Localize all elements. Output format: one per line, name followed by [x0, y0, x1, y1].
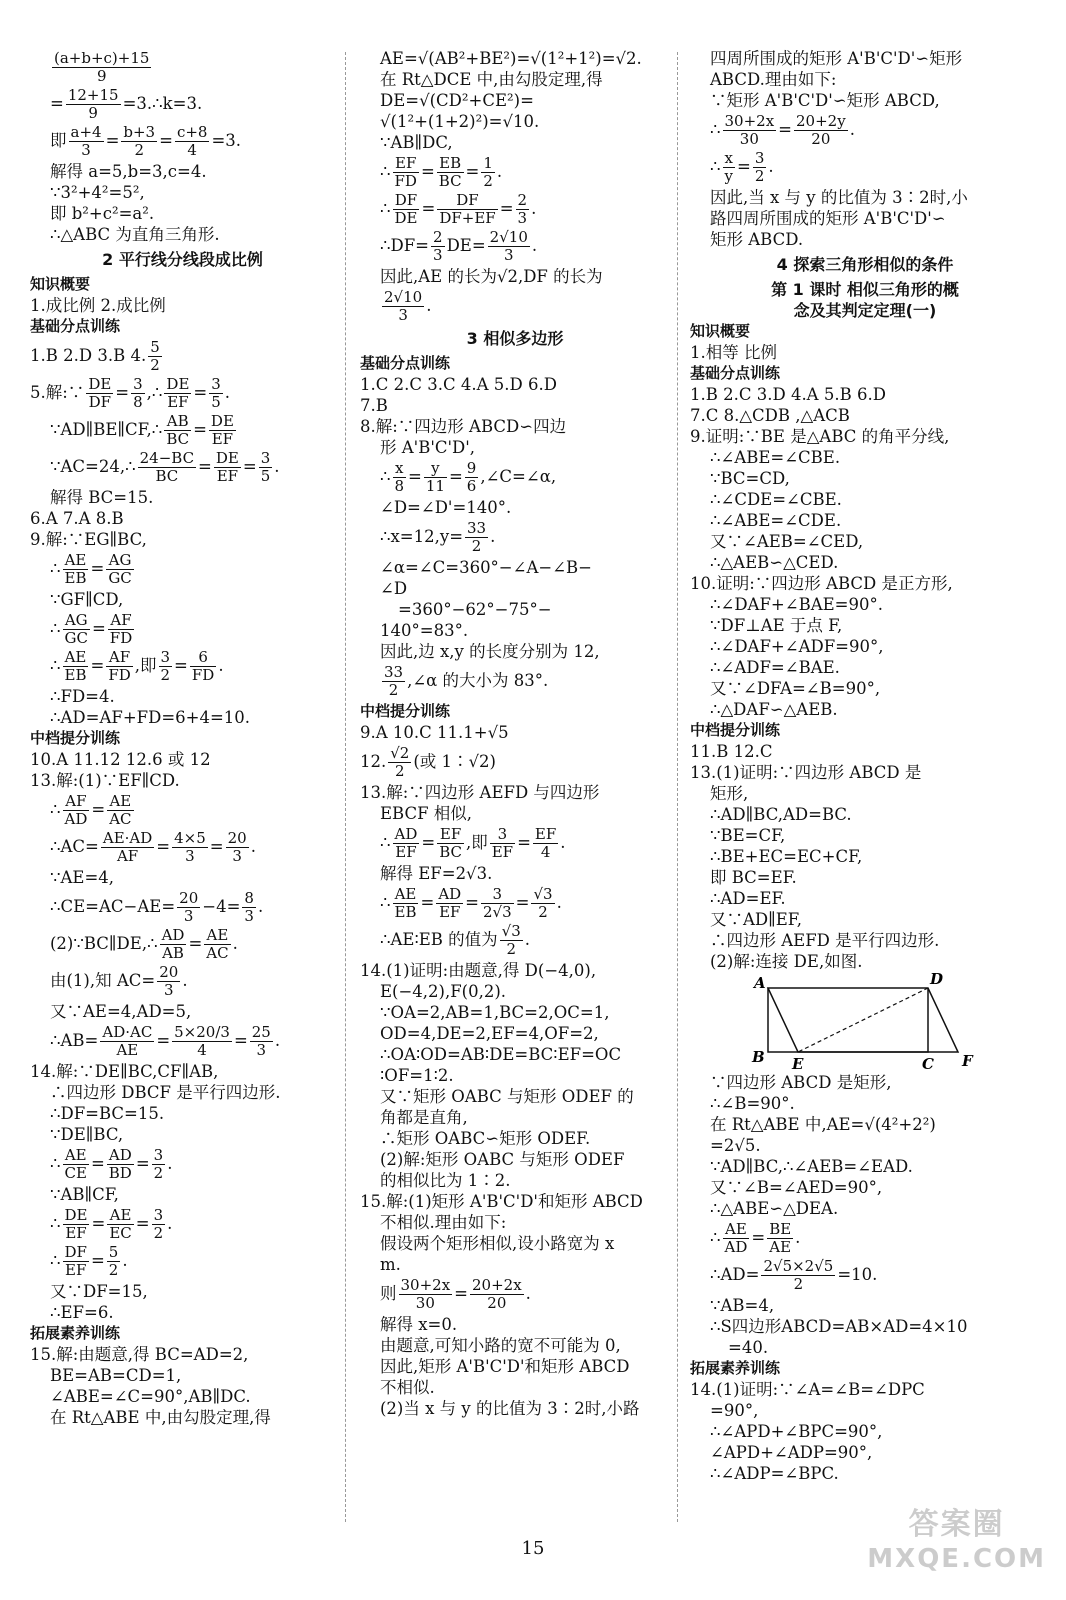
text-line: ∠D=∠D'=140°.: [380, 498, 512, 517]
text-line: 即 $\frac{a+4}{3}$ = $\frac{b+3}{2}$ = $\frac{c+8}{4}$ =3.: [50, 123, 242, 159]
text-line: ∴EF=6.: [50, 1303, 114, 1322]
text-line: 140°=83°.: [380, 621, 469, 640]
text-line: ∴∠ABE=∠CDE.: [710, 511, 842, 530]
text-line: 由题意,可知小路的宽不可能为 0,: [380, 1336, 621, 1355]
text-line: ∴ $\frac{DE}{EF}$ = $\frac{AE}{EC}$ = $\frac{3}{2}$ .: [50, 1206, 173, 1242]
point-label-c: C: [922, 1055, 934, 1072]
label-zhongdang: 中档提分训练: [30, 729, 121, 747]
text-line: ∴x=12,y= $\frac{33}{2}$ .: [380, 519, 496, 555]
text-line: 又∵AE=4,AD=5,: [50, 1002, 192, 1021]
text-line: ∴DF=BC=15.: [50, 1104, 165, 1123]
point-label-e: E: [792, 1055, 804, 1072]
text-line: 11.B 12.C: [690, 742, 773, 761]
text-line: (2)∵BC∥DE,∴ $\frac{AD}{AB}$ = $\frac{AE}{AC}$ .: [50, 926, 238, 962]
text-line: ∴AE∶EB 的值为 $\frac{√3}{2}$ .: [380, 922, 531, 958]
text-line: AE=√(AB²+BE²)=√(1²+1²)=√2.: [380, 49, 642, 68]
text-line: ∴ $\frac{AD}{EF}$ = $\frac{EF}{BC}$ ,即 $\frac{3}{EF}$ = $\frac{EF}{4}$ .: [380, 825, 566, 861]
text-line: ∴△DAF∽△AEB.: [710, 700, 838, 719]
text-line: DE=√(CD²+CE²)=: [380, 91, 534, 110]
text-line: 解得 x=0.: [380, 1315, 458, 1334]
text-line: 1.C 2.C 3.C 4.A 5.D 6.D: [360, 375, 557, 394]
text-line: ∴ $\frac{30+2x}{30}$ = $\frac{20+2y}{20}$ .: [710, 112, 855, 148]
text-line: =360°−62°−75°−: [398, 600, 552, 619]
text-line: 因此,当 x 与 y 的比值为 3∶2时,小: [710, 188, 968, 207]
column-3: [690, 48, 1040, 1484]
point-label-d: D: [930, 972, 944, 988]
point-label-b: B: [752, 1048, 765, 1066]
text-line: ∴∠ABE=∠CBE.: [710, 448, 841, 467]
text-line: 12. $\frac{√2}{2}$ (或 1∶√2): [360, 744, 496, 780]
text-line: 7.C 8.△CDB ,△ACB: [690, 406, 850, 425]
text-line: ∴ $\frac{DF}{DE}$ = $\frac{DF}{DF+EF}$ = $\frac{2}{3}$ .: [380, 191, 537, 227]
text-line: ∴CE=AC−AE= $\frac{20}{3}$ −4= $\frac{8}{3}$ .: [50, 889, 264, 925]
text-line: 矩形,: [710, 784, 749, 803]
text-line: 14.(1)证明:∵∠A=∠B=∠DPC: [690, 1380, 925, 1399]
text-line: ∴OA∶OD=AB∶DE=BC∶EF=OC: [380, 1045, 622, 1064]
text-line: 的相似比为 1∶2.: [380, 1171, 511, 1190]
text-line: 因此,AE 的长为√2,DF 的长为: [380, 267, 603, 286]
text-line: ABCD.理由如下:: [710, 70, 837, 89]
text-line: ∴AD=AF+FD=6+4=10.: [50, 708, 251, 727]
text-line: ∴矩形 OABC∽矩形 ODEF.: [380, 1129, 591, 1148]
text-line: ∴ $\frac{AE}{EB}$ = $\frac{AF}{FD}$ ,即 $\frac{3}{2}$ = $\frac{6}{FD}$ .: [50, 648, 224, 684]
text-line: 9.A 10.C 11.1+√5: [360, 723, 509, 742]
text-line: 矩形 ABCD.: [710, 230, 804, 249]
text-line: 不相似.: [380, 1378, 435, 1397]
text-line: 又∵DF=15,: [50, 1282, 148, 1301]
watermark-logo: [867, 1508, 1046, 1576]
text-line: ∴四边形 DBCF 是平行四边形.: [50, 1083, 281, 1102]
point-label-f: F: [962, 1052, 973, 1070]
column-1: [30, 48, 335, 1428]
text-line: ∴FD=4.: [50, 687, 115, 706]
text-line: (2)当 x 与 y 的比值为 3∶2时,小路: [380, 1399, 640, 1418]
page-number: 15: [521, 1538, 545, 1559]
point-label-a: A: [754, 974, 766, 992]
label-zhongdang: 中档提分训练: [360, 702, 451, 720]
text-line: 即 BC=EF.: [710, 868, 797, 887]
text-line: 因此,矩形 A'B'C'D'和矩形 ABCD: [380, 1357, 630, 1376]
text-line: ∴ $\frac{AF}{AD}$ = $\frac{AE}{AC}$: [50, 792, 132, 828]
text-line: 即 b²+c²=a².: [50, 204, 155, 223]
text-line: =90°,: [710, 1401, 759, 1420]
section-title: 4 探索三角形相似的条件: [776, 255, 954, 274]
text-line: ∴ $\frac{AE}{EB}$ = $\frac{AG}{GC}$: [50, 551, 132, 587]
text-line: ∴ $\frac{AE}{CE}$ = $\frac{AD}{BD}$ = $\frac{3}{2}$ .: [50, 1146, 173, 1182]
text-line: ∵矩形 A'B'C'D'∽矩形 ABCD,: [710, 91, 940, 110]
text-line: 8.解:∵四边形 ABCD∽四边: [360, 417, 567, 436]
text-line: 又∵矩形 OABC 与矩形 ODEF 的: [380, 1087, 634, 1106]
text-line: ∴ $\frac{AE}{AD}$ = $\frac{BE}{AE}$ .: [710, 1220, 801, 1256]
text-line: ∵OA=2,AB=1,BC=2,OC=1,: [380, 1003, 610, 1022]
text-line: =2√5.: [710, 1136, 761, 1155]
label-zhishi: 知识概要: [690, 322, 751, 340]
text-line: ∴ $\frac{AE}{EB}$ = $\frac{AD}{EF}$ = $\frac{3}{2√3}$ = $\frac{√3}{2}$ .: [380, 885, 562, 921]
text-line: ∠ABE=∠C=90°,AB∥DC.: [50, 1387, 251, 1406]
text-line: ∴ $\frac{EF}{FD}$ = $\frac{EB}{BC}$ = $\frac{1}{2}$ .: [380, 154, 503, 190]
text-line: 15.解:由题意,得 BC=AD=2,: [30, 1345, 249, 1364]
text-line: ∴AC= $\frac{AE\cdot AD}{AF}$ = $\frac{4\times 5}{3}$ = $\frac{20}{3}$ .: [50, 829, 256, 865]
text-line: 又∵AD∥EF,: [710, 910, 802, 929]
text-line: ∴DF= $\frac{2}{3}$ DE= $\frac{2√10}{3}$ .: [380, 228, 538, 264]
text-line: $\frac{(a+b+c)+15}{9}$: [54, 49, 150, 85]
text-line: ∴∠DAF+∠BAE=90°.: [710, 595, 883, 614]
text-line: ∴四边形 AEFD 是平行四边形.: [710, 931, 940, 950]
text-line: 7.B: [360, 396, 388, 415]
watermark-url: MXQE.COM: [867, 1544, 1046, 1574]
label-tuozhan: 拓展素养训练: [30, 1324, 121, 1342]
text-line: ∶OF=1∶2.: [380, 1066, 454, 1085]
text-line: ∴∠DAF+∠ADF=90°,: [710, 637, 884, 656]
text-line: ∵GF∥CD,: [50, 590, 124, 609]
text-line: 10.证明:∵四边形 ABCD 是正方形,: [690, 574, 953, 593]
text-line: ∵四边形 ABCD 是矩形,: [710, 1073, 892, 1092]
text-line: 9.证明:∵BE 是△ABC 的角平分线,: [690, 427, 950, 446]
text-line: OD=4,DE=2,EF=4,OF=2,: [380, 1024, 599, 1043]
segment-de: [798, 988, 928, 1052]
text-line: ∴ $\frac{DF}{EF}$ = $\frac{5}{2}$ .: [50, 1243, 128, 1279]
text-line: ∵DE∥BC,: [50, 1125, 124, 1144]
text-line: 不相似.理由如下:: [380, 1213, 507, 1232]
text-line: 由(1),知 AC= $\frac{20}{3}$ .: [50, 963, 188, 999]
text-line: $\frac{2√10}{3}$ .: [384, 288, 432, 324]
text-line: ∵AB∥CF,: [50, 1185, 119, 1204]
text-line: 在 Rt△DCE 中,由勾股定理,得: [380, 70, 603, 89]
text-line: ∴△AEB∽△CED.: [710, 553, 839, 572]
text-line: ∠D: [380, 579, 408, 598]
text-line: ∵AB∥DC,: [380, 133, 453, 152]
text-line: 6.A 7.A 8.B: [30, 509, 124, 528]
text-line: E(−4,2),F(0,2).: [380, 982, 507, 1001]
text-line: 10.A 11.12 12.6 或 12: [30, 750, 211, 769]
section-title: 3 相似多边形: [466, 329, 564, 348]
text-line: ∴∠APD+∠BPC=90°,: [710, 1422, 883, 1441]
label-tuozhan: 拓展素养训练: [690, 1359, 781, 1377]
text-line: ∵AD∥BC,∴∠AEB=∠EAD.: [710, 1157, 913, 1176]
lesson-title-cont: 念及其判定定理(一): [793, 301, 937, 320]
text-line: (2)解:矩形 OABC 与矩形 ODEF: [380, 1150, 625, 1169]
text-line: m.: [380, 1255, 401, 1274]
text-line: 解得 BC=15.: [50, 488, 154, 507]
text-line: 1.B 2.D 3.B 4. $\frac{5}{2}$: [30, 338, 160, 374]
text-line: ∴△ABE∽△DEA.: [710, 1199, 839, 1218]
label-zhishi: 知识概要: [30, 275, 91, 293]
text-line: ∴AD=EF.: [710, 889, 786, 908]
text-line: 1.B 2.C 3.D 4.A 5.B 6.D: [690, 385, 886, 404]
text-line: EBCF 相似,: [380, 804, 473, 823]
section-title: 2 平行线分线段成比例: [102, 250, 263, 269]
text-line: ∴BE+EC=EC+CF,: [710, 847, 863, 866]
text-line: 四周所围成的矩形 A'B'C'D'∽矩形: [710, 49, 963, 68]
text-line: ∴AD∥BC,AD=BC.: [710, 805, 852, 824]
geometry-figure: [730, 972, 990, 1072]
text-line: ∵AD∥BE∥CF,∴ $\frac{AB}{BC}$ = $\frac{DE}{EF}$: [50, 412, 234, 448]
text-line: (2)解:连接 DE,如图.: [710, 952, 863, 971]
text-line: 14.(1)证明:由题意,得 D(−4,0),: [360, 961, 597, 980]
text-line: ∴ $\frac{AG}{GC}$ = $\frac{AF}{FD}$: [50, 611, 133, 647]
text-line: 1.相等 比例: [690, 343, 777, 362]
text-line: 1.成比例 2.成比例: [30, 296, 166, 315]
text-line: ∴∠ADP=∠BPC.: [710, 1464, 839, 1483]
text-line: ∵AB=4,: [710, 1296, 775, 1315]
text-line: ∵DF⊥AE 于点 F,: [710, 616, 843, 635]
label-zhongdang: 中档提分训练: [690, 721, 781, 739]
text-line: 在 Rt△ABE 中,由勾股定理,得: [50, 1408, 271, 1427]
text-line: ∠α=∠C=360°−∠A−∠B−: [380, 558, 592, 577]
text-line: 9.解:∵EG∥BC,: [30, 530, 147, 549]
text-line: 15.解:(1)矩形 A'B'C'D'和矩形 ABCD: [360, 1192, 643, 1211]
text-line: ∴△ABC 为直角三角形.: [50, 225, 220, 244]
text-line: 又∵∠DFA=∠B=90°,: [710, 679, 881, 698]
text-line: 形 A'B'C'D',: [380, 438, 476, 457]
text-line: 14.解:∵DE∥BC,CF∥AB,: [30, 1062, 219, 1081]
text-line: 又∵∠AEB=∠CED,: [710, 532, 864, 551]
text-line: ∴AB= $\frac{AD\cdot AC}{AE}$ = $\frac{5\times 20/3}{4}$ = $\frac{25}{3}$ .: [50, 1023, 281, 1059]
text-line: ∵BE=CF,: [710, 826, 786, 845]
text-line: ∠APD+∠ADP=90°,: [710, 1443, 873, 1462]
text-line: 13.解:∵四边形 AEFD 与四边形: [360, 783, 600, 802]
text-line: 13.(1)证明:∵四边形 ABCD 是: [690, 763, 922, 782]
text-line: 假设两个矩形相似,设小路宽为 x: [380, 1234, 615, 1253]
text-line: ∵AE=4,: [50, 868, 115, 887]
label-jichu: 基础分点训练: [30, 317, 121, 335]
text-line: 解得 a=5,b=3,c=4.: [50, 162, 207, 181]
column-divider-1: [345, 52, 346, 1522]
text-line: ∴ $\frac{x}{8}$ = $\frac{y}{11}$ = $\frac{9}{6}$ ,∠C=∠α,: [380, 459, 557, 495]
text-line: = $\frac{12+15}{9}$ =3.∴k=3.: [50, 86, 203, 122]
text-line: 5.解:∵ $\frac{DE}{DF}$ = $\frac{3}{8}$ ,∴ $\frac{DE}{EF}$ = $\frac{3}{5}$ .: [30, 375, 231, 411]
text-line: BE=AB=CD=1,: [50, 1366, 182, 1385]
text-line: ∴∠B=90°.: [710, 1094, 795, 1113]
text-line: 路四周所围成的矩形 A'B'C'D'∽: [710, 209, 946, 228]
text-line: 因此,边 x,y 的长度分别为 12,: [380, 642, 600, 661]
text-line: ∵3²+4²=5²,: [50, 183, 145, 202]
text-line: 13.解:(1)∵EF∥CD.: [30, 771, 180, 790]
text-line: √(1²+(1+2)²)=√10.: [380, 112, 540, 131]
figure-rectangle: [768, 988, 928, 1052]
column-divider-2: [677, 52, 678, 1522]
text-line: ∴ $\frac{x}{y}$ = $\frac{3}{2}$ .: [710, 149, 774, 185]
text-line: ∴∠ADF=∠BAE.: [710, 658, 840, 677]
label-jichu: 基础分点训练: [690, 364, 781, 382]
text-line: 则 $\frac{30+2x}{30}$ = $\frac{20+2x}{20}$ .: [380, 1276, 531, 1312]
text-line: ∴∠CDE=∠CBE.: [710, 490, 842, 509]
text-line: 在 Rt△ABE 中,AE=√(4²+2²): [710, 1115, 936, 1134]
watermark-text: 答案圈: [908, 1507, 1005, 1542]
column-2: [360, 48, 670, 1419]
text-line: ∴S四边形ABCD=AB×AD=4×10: [710, 1317, 968, 1336]
text-line: 又∵∠B=∠AED=90°,: [710, 1178, 883, 1197]
text-line: ∵AC=24,∴ $\frac{24-BC}{BC}$ = $\frac{DE}{EF}$ = $\frac{3}{5}$ .: [50, 449, 280, 485]
text-line: ∵BC=CD,: [710, 469, 790, 488]
text-line: ∴AD= $\frac{2√5\times 2√5}{2}$ =10.: [710, 1257, 878, 1293]
text-line: $\frac{33}{2}$ ,∠α 的大小为 83°.: [384, 663, 549, 699]
text-line: 角都是直角,: [380, 1108, 468, 1127]
label-jichu: 基础分点训练: [360, 354, 451, 372]
lesson-title: 第 1 课时 相似三角形的概: [771, 280, 959, 299]
text-line: =40.: [728, 1338, 769, 1357]
text-line: 解得 EF=2√3.: [380, 864, 493, 883]
